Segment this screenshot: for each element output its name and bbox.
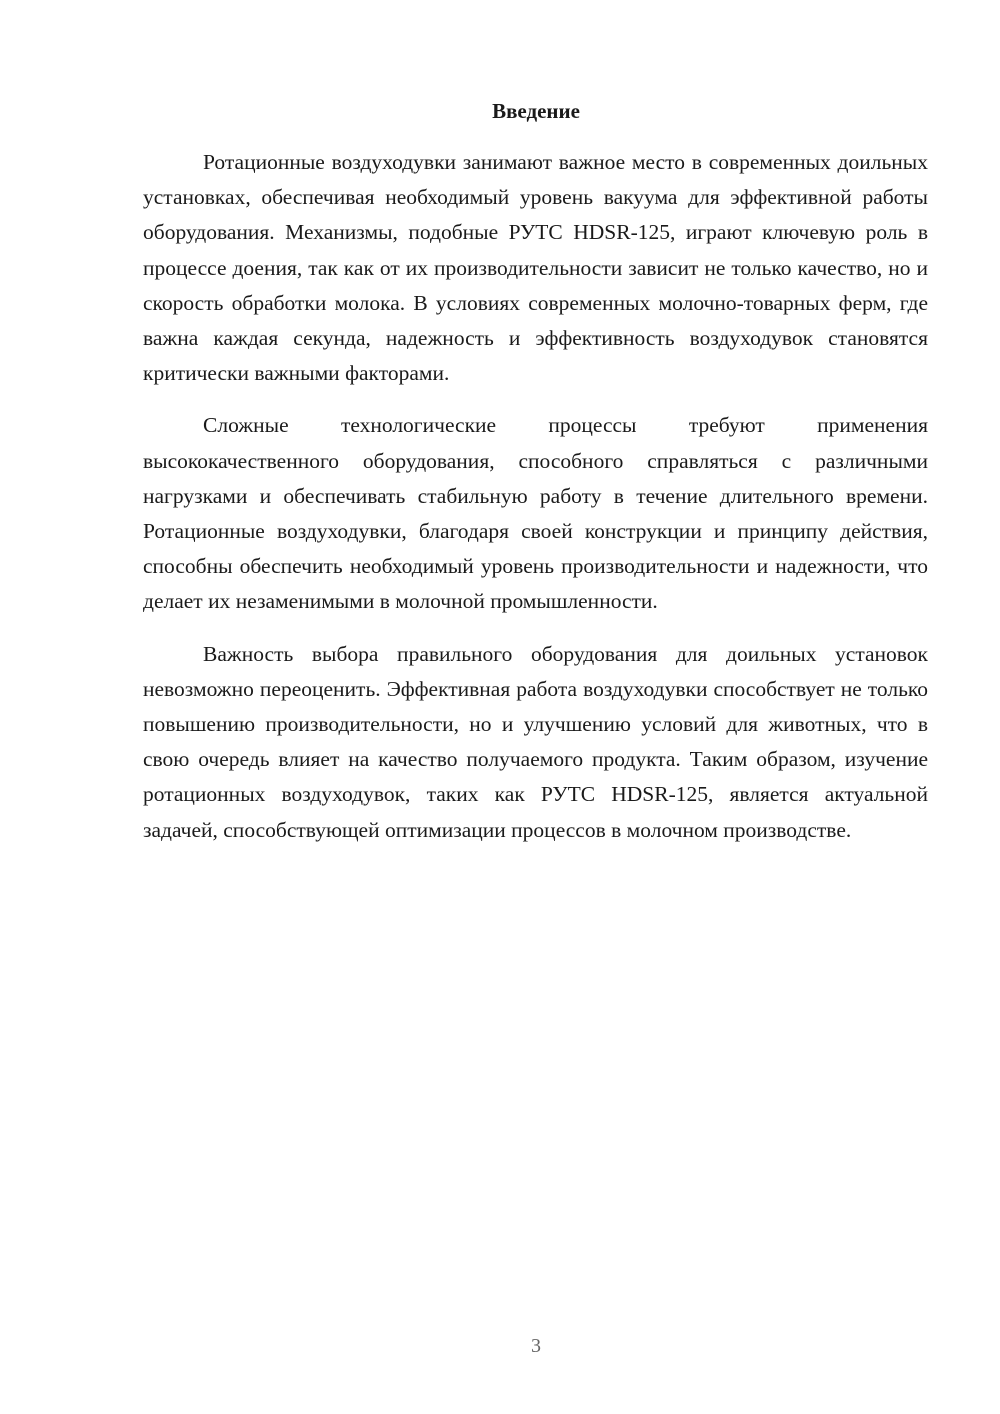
body-text xyxy=(143,145,928,865)
page-number: 3 xyxy=(531,1335,541,1357)
paragraph-2: Сложные технологические процессы требуют применения высококачественного оборудования, способного справляться с различными нагрузками и обеспечивать стабильную работу в течение длительного времени. Ротационные воздуходувки, благодаря своей конструкции и принципу действия, способны обеспечить необходимый уровень производительности и надежности, что делает их незаменимыми в молочной промышленности. xyxy=(143,413,928,614)
paragraph-3: Важность выбора правильного оборудования для доильных установок невозможно переоценить. Эффективная работа воздуходувки способствует не только повышению производительности, но и улучшению условий для животных, что в свою очередь влияет на качество получаемого продукта. Таким образом, изучение ротационных воздуходувок, таких как РУТС HDSR-125, является актуальной задачей, способствующей оптимизации процессов в молочном производстве. xyxy=(143,641,928,842)
paragraph-1: Ротационные воздуходувки занимают важное место в современных доильных установках, обеспечивая необходимый уровень вакуума для эффективной работы оборудования. Механизмы, подобные РУТС HDSR-125, играют ключевую роль в процессе доения, так как от их производительности зависит не только качество, но и скорость обработки молока. В условиях современных молочно-товарных ферм, где важна каждая секунда, надежность и эффективность воздуходувок становятся критически важными факторами. xyxy=(143,150,928,386)
section-heading: Введение xyxy=(492,99,580,123)
